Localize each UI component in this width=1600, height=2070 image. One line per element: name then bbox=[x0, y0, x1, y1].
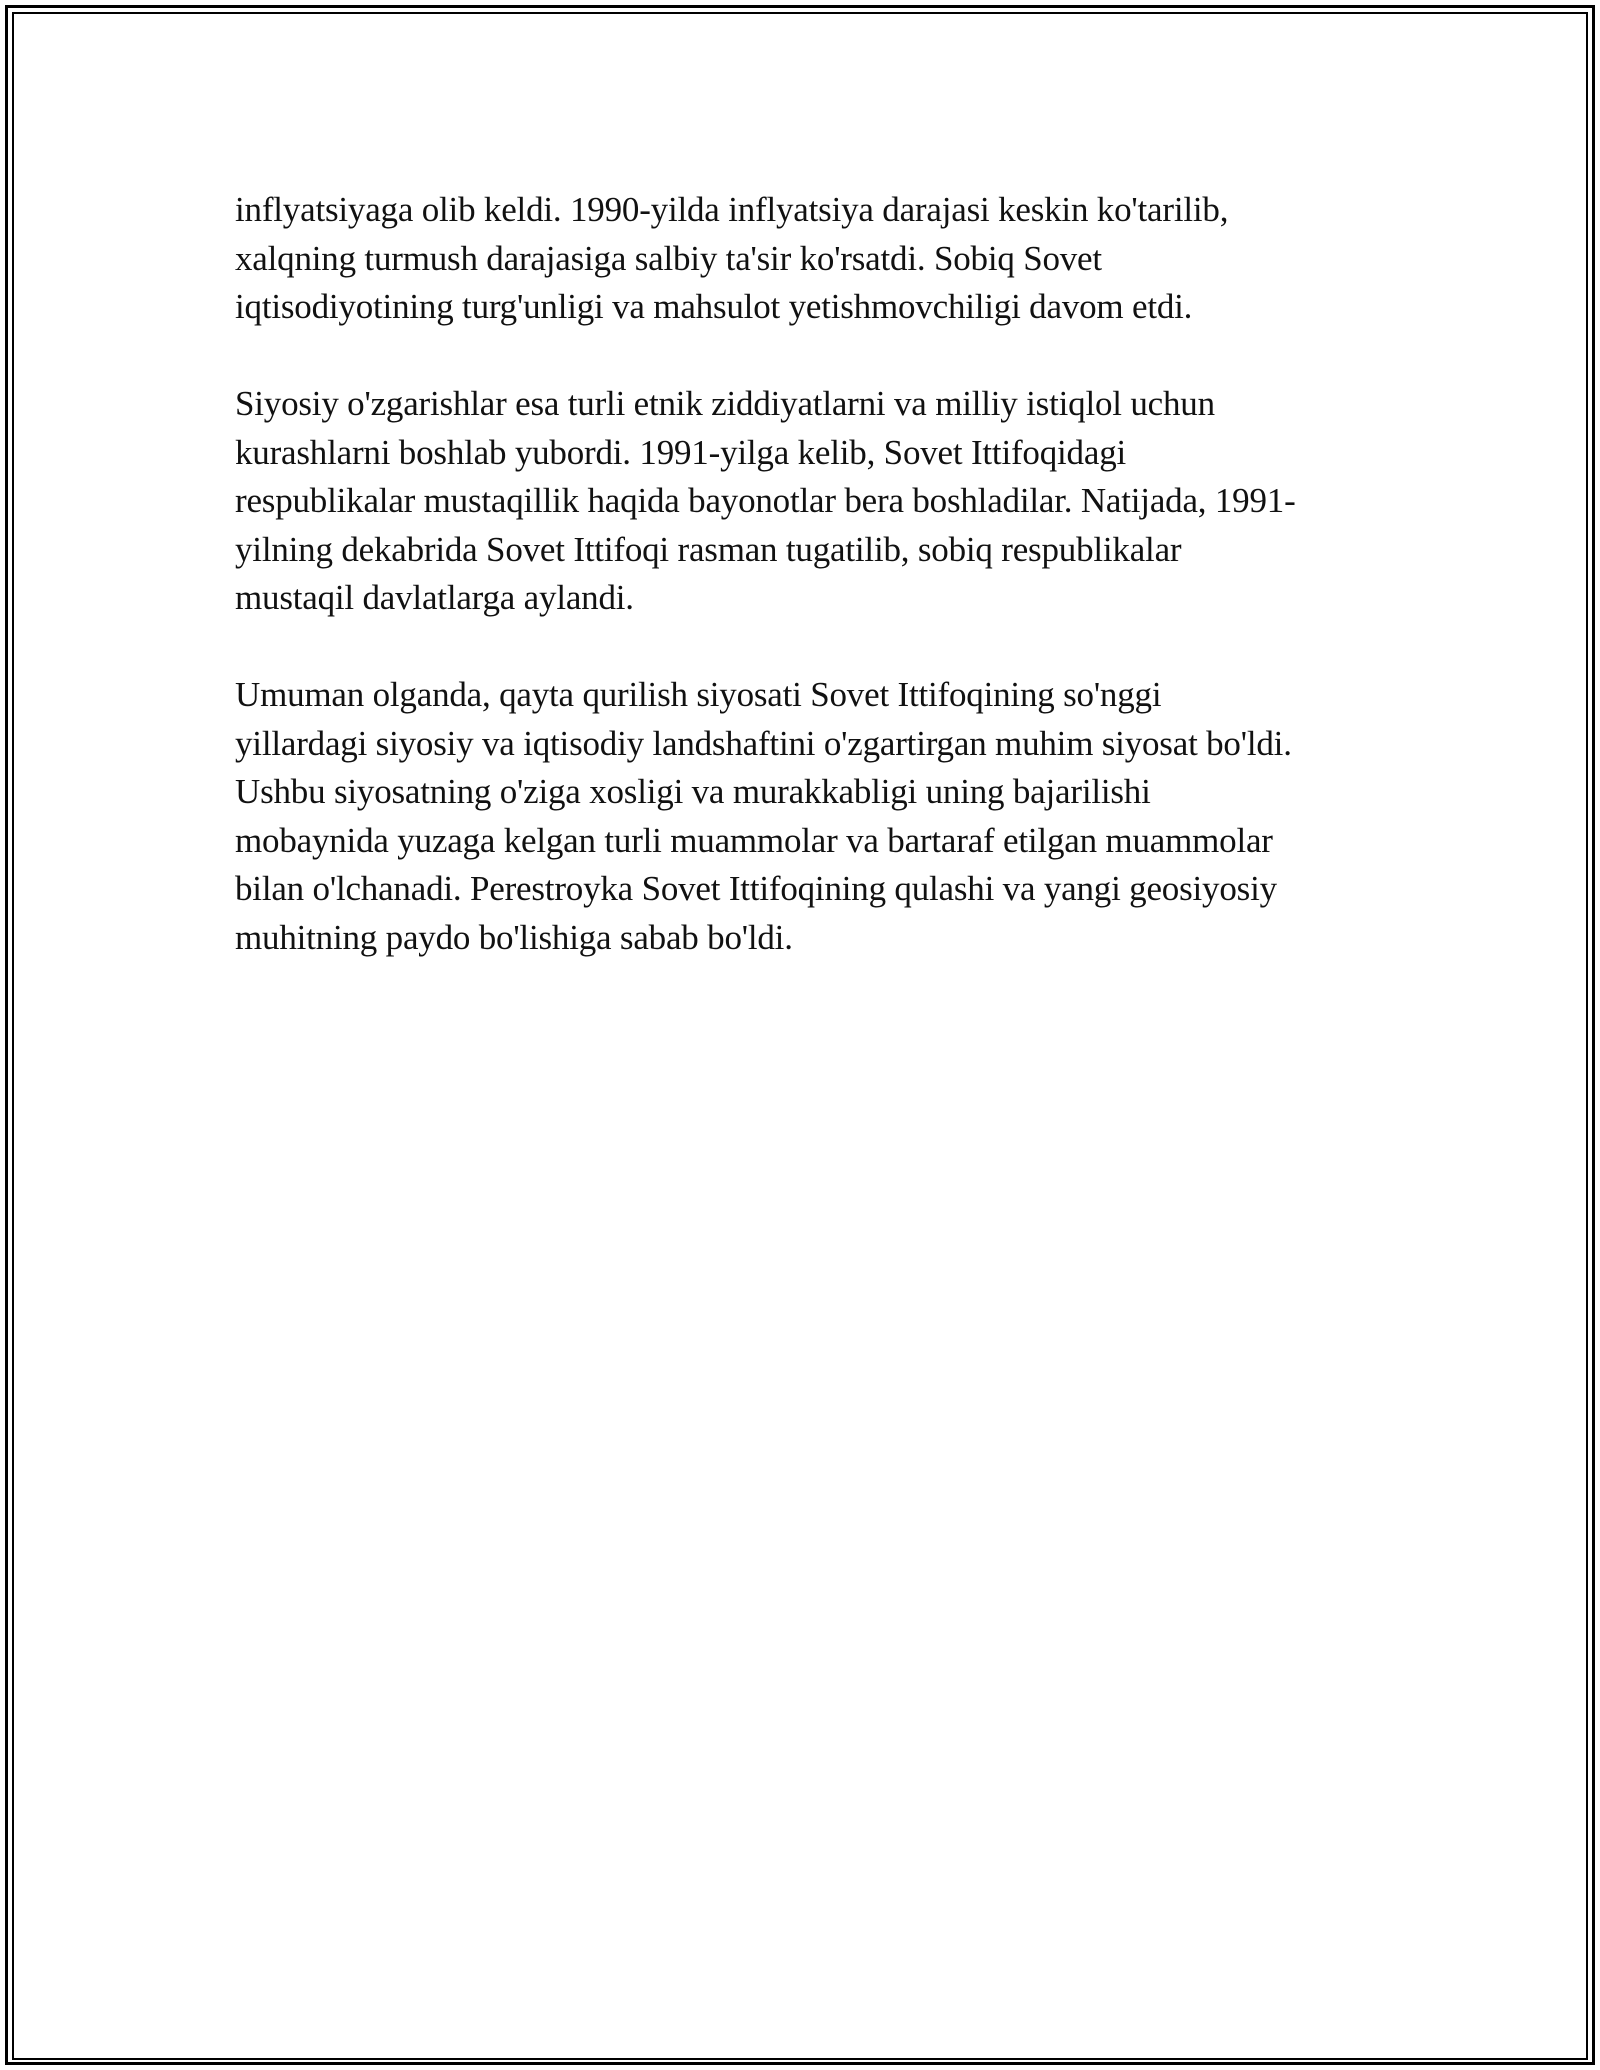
paragraph-conclusion bbox=[235, 671, 1370, 962]
paragraph-political-changes bbox=[235, 380, 1370, 623]
text-line: mobaynida yuzaga kelgan turli muammolar va bartaraf etilgan muammolar bbox=[235, 820, 1273, 860]
text-line: Ushbu siyosatning o'ziga xosligi va murakkabligi uning bajarilishi bbox=[235, 772, 1151, 811]
text-line: bilan o'lchanadi. Perestroyka Sovet Ittifoqining qulashi va yangi geosiyosiy bbox=[235, 869, 1277, 908]
text-line: yillardagi siyosiy va iqtisodiy landshaftini o'zgartirgan muhim siyosat bo'ldi. bbox=[235, 723, 1292, 763]
paragraph-inflation bbox=[235, 186, 1370, 332]
text-line: iqtisodiyotining turg'unligi va mahsulot yetishmovchiligi davom etdi. bbox=[235, 287, 1193, 326]
text-line: mustaqil davlatlarga aylandi. bbox=[235, 578, 634, 617]
text-line: Siyosiy o'zgarishlar esa turli etnik ziddiyatlarni va milliy istiqlol uchun bbox=[235, 384, 1215, 423]
text-line: kurashlarni boshlab yubordi. 1991-yilga kelib, Sovet Ittifoqidagi bbox=[235, 432, 1127, 472]
text-line: inflyatsiyaga olib keldi. 1990-yilda inflyatsiya darajasi keskin ko'tarilib, bbox=[235, 190, 1229, 229]
text-line: xalqning turmush darajasiga salbiy ta'sir ko'rsatdi. Sobiq Sovet bbox=[235, 238, 1102, 278]
text-line: muhitning paydo bo'lishiga sabab bo'ldi. bbox=[235, 917, 793, 957]
text-line: respublikalar mustaqillik haqida bayonotlar bera boshladilar. Natijada, 1991- bbox=[235, 481, 1296, 520]
document-body bbox=[235, 186, 1370, 962]
text-line: Umuman olganda, qayta qurilish siyosati Sovet Ittifoqining so'nggi bbox=[235, 675, 1162, 714]
text-line: yilning dekabrida Sovet Ittifoqi rasman tugatilib, sobiq respublikalar bbox=[235, 529, 1182, 569]
